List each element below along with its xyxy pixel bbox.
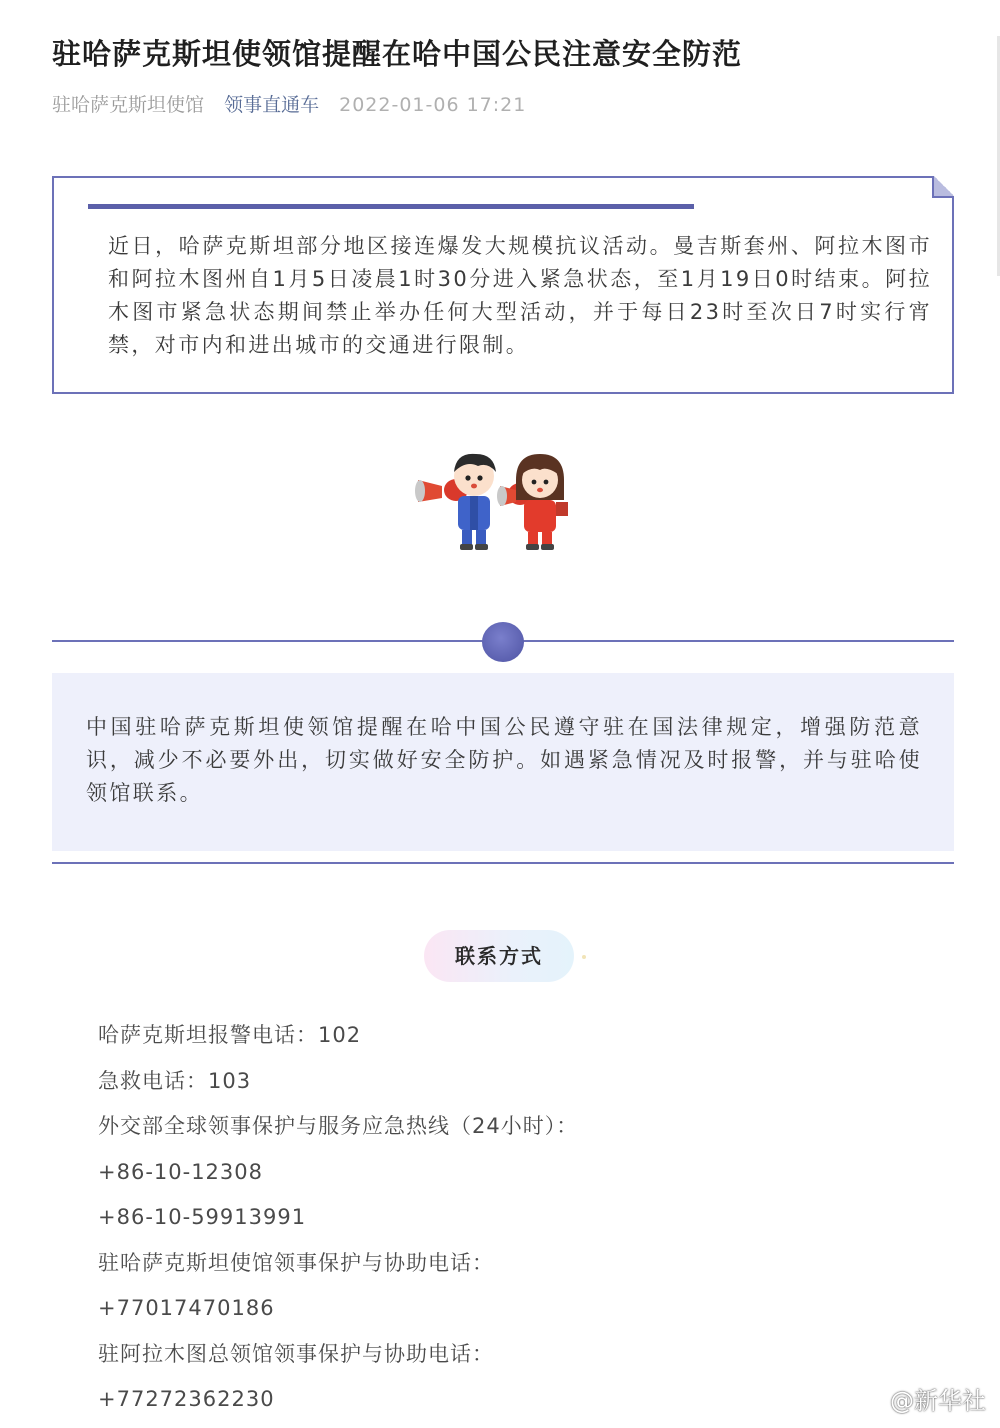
contact-line-hotline-label: 外交部全球领事保护与服务应急热线（24小时）： <box>98 1114 579 1138</box>
contact-phone-consulate[interactable]: +77272362230 <box>98 1387 275 1411</box>
contact-list <box>98 1013 938 1423</box>
divider-orb-icon <box>482 622 524 662</box>
folded-corner <box>932 176 954 198</box>
section-divider-bottom <box>52 862 954 864</box>
source-org: 驻哈萨克斯坦使馆 <box>52 94 205 116</box>
contact-line-police: 哈萨克斯坦报警电话：102 <box>98 1023 362 1047</box>
contact-heading: 联系方式 <box>455 944 543 968</box>
contact-line-consulate-label: 驻阿拉木图总领馆领事保护与协助电话： <box>98 1341 494 1366</box>
weibo-icon <box>856 1387 886 1411</box>
notice-header-bar <box>88 204 694 209</box>
notice-text: 近日，哈萨克斯坦部分地区接连爆发大规模抗议活动。曼吉斯套州、阿拉木图市和阿拉木图州自1月5日凌晨1时30分进入紧急状态，至1月19日0时结束。阿拉木图市紧急状态期间禁止举办任何大型活动，并于每日23时至次日7时实行宵禁，对市内和进出城市的交通进行限制。 <box>108 234 932 357</box>
contact-heading-pill <box>424 930 574 982</box>
watermark <box>856 1381 986 1416</box>
contact-line-ambulance: 急救电话：103 <box>98 1068 252 1093</box>
girl-mascot-icon <box>497 454 568 550</box>
reminder-box <box>52 673 954 851</box>
watermark-text: @新华社 <box>890 1387 986 1415</box>
reminder-text: 中国驻哈萨克斯坦使领馆提醒在哈中国公民遵守驻在国法律规定，增强防范意识，减少不必要外出，切实做好安全防护。如遇紧急情况及时报警，并与驻哈使领馆联系。 <box>86 715 922 805</box>
contact-line-embassy-label: 驻哈萨克斯坦使馆领事保护与协助电话： <box>98 1250 494 1275</box>
contact-phone-hotline-2[interactable]: +86-10-59913991 <box>98 1205 307 1229</box>
contact-phone-embassy[interactable]: +77017470186 <box>98 1296 275 1320</box>
contact-phone-hotline-1[interactable]: +86-10-12308 <box>98 1159 263 1184</box>
publish-time: 2022-01-06 17:21 <box>339 94 527 116</box>
boy-mascot-icon <box>415 454 496 550</box>
article-meta <box>52 92 526 118</box>
mascot-illustration <box>412 450 592 554</box>
notice-box <box>52 176 954 394</box>
account-link[interactable]: 领事直通车 <box>224 94 320 116</box>
decorative-dot <box>582 955 586 959</box>
article-title: 驻哈萨克斯坦使领馆提醒在哈中国公民注意安全防范 <box>52 37 743 71</box>
